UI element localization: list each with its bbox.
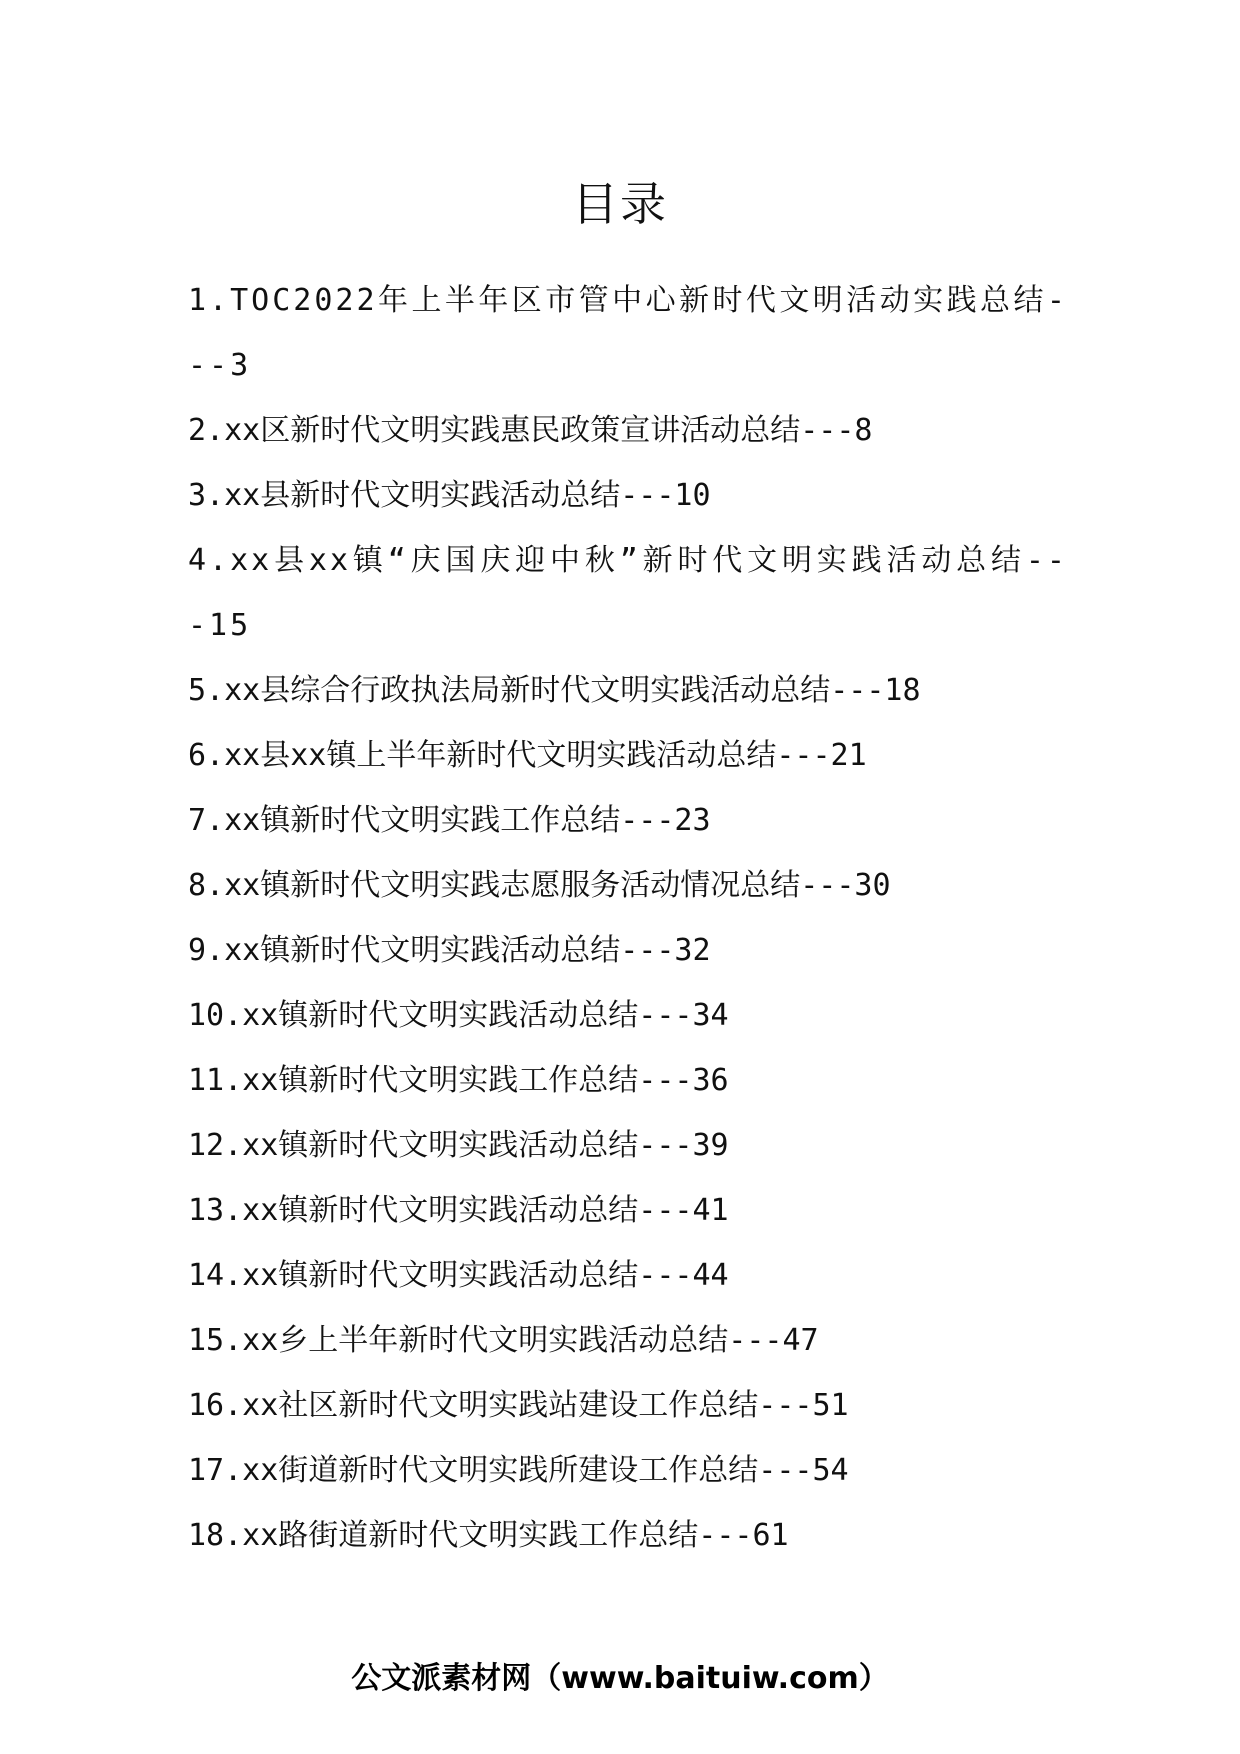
toc-item-6[interactable]: 6.xx县xx镇上半年新时代文明实践活动总结---21 xyxy=(188,738,867,773)
toc-item-2[interactable]: 2.xx区新时代文明实践惠民政策宣讲活动总结---8 xyxy=(188,413,873,448)
toc-item-17[interactable]: 17.xx街道新时代文明实践所建设工作总结---54 xyxy=(188,1453,849,1488)
toc-item-18[interactable]: 18.xx路街道新时代文明实践工作总结---61 xyxy=(188,1518,789,1553)
toc-list xyxy=(188,268,1068,1568)
toc-item-3[interactable]: 3.xx县新时代文明实践活动总结---10 xyxy=(188,478,711,513)
toc-item-1[interactable]: 1.TOC2022年上半年区市管中心新时代文明活动实践总结---3 xyxy=(188,283,1068,383)
toc-item-7[interactable]: 7.xx镇新时代文明实践工作总结---23 xyxy=(188,803,711,838)
toc-item-4[interactable]: 4.xx县xx镇“庆国庆迎中秋”新时代文明实践活动总结---15 xyxy=(188,543,1068,643)
toc-item-10[interactable]: 10.xx镇新时代文明实践活动总结---34 xyxy=(188,998,729,1033)
footer-source: 公文派素材网（www.baituiw.com） xyxy=(351,1661,889,1696)
toc-item-15[interactable]: 15.xx乡上半年新时代文明实践活动总结---47 xyxy=(188,1323,819,1358)
toc-item-13[interactable]: 13.xx镇新时代文明实践活动总结---41 xyxy=(188,1193,729,1228)
toc-item-5[interactable]: 5.xx县综合行政执法局新时代文明实践活动总结---18 xyxy=(188,673,921,708)
page-title: 目录 xyxy=(572,177,668,231)
toc-item-9[interactable]: 9.xx镇新时代文明实践活动总结---32 xyxy=(188,933,711,968)
toc-item-12[interactable]: 12.xx镇新时代文明实践活动总结---39 xyxy=(188,1128,729,1163)
toc-item-16[interactable]: 16.xx社区新时代文明实践站建设工作总结---51 xyxy=(188,1388,849,1423)
toc-item-14[interactable]: 14.xx镇新时代文明实践活动总结---44 xyxy=(188,1258,729,1293)
toc-item-8[interactable]: 8.xx镇新时代文明实践志愿服务活动情况总结---30 xyxy=(188,868,891,903)
toc-item-11[interactable]: 11.xx镇新时代文明实践工作总结---36 xyxy=(188,1063,729,1098)
